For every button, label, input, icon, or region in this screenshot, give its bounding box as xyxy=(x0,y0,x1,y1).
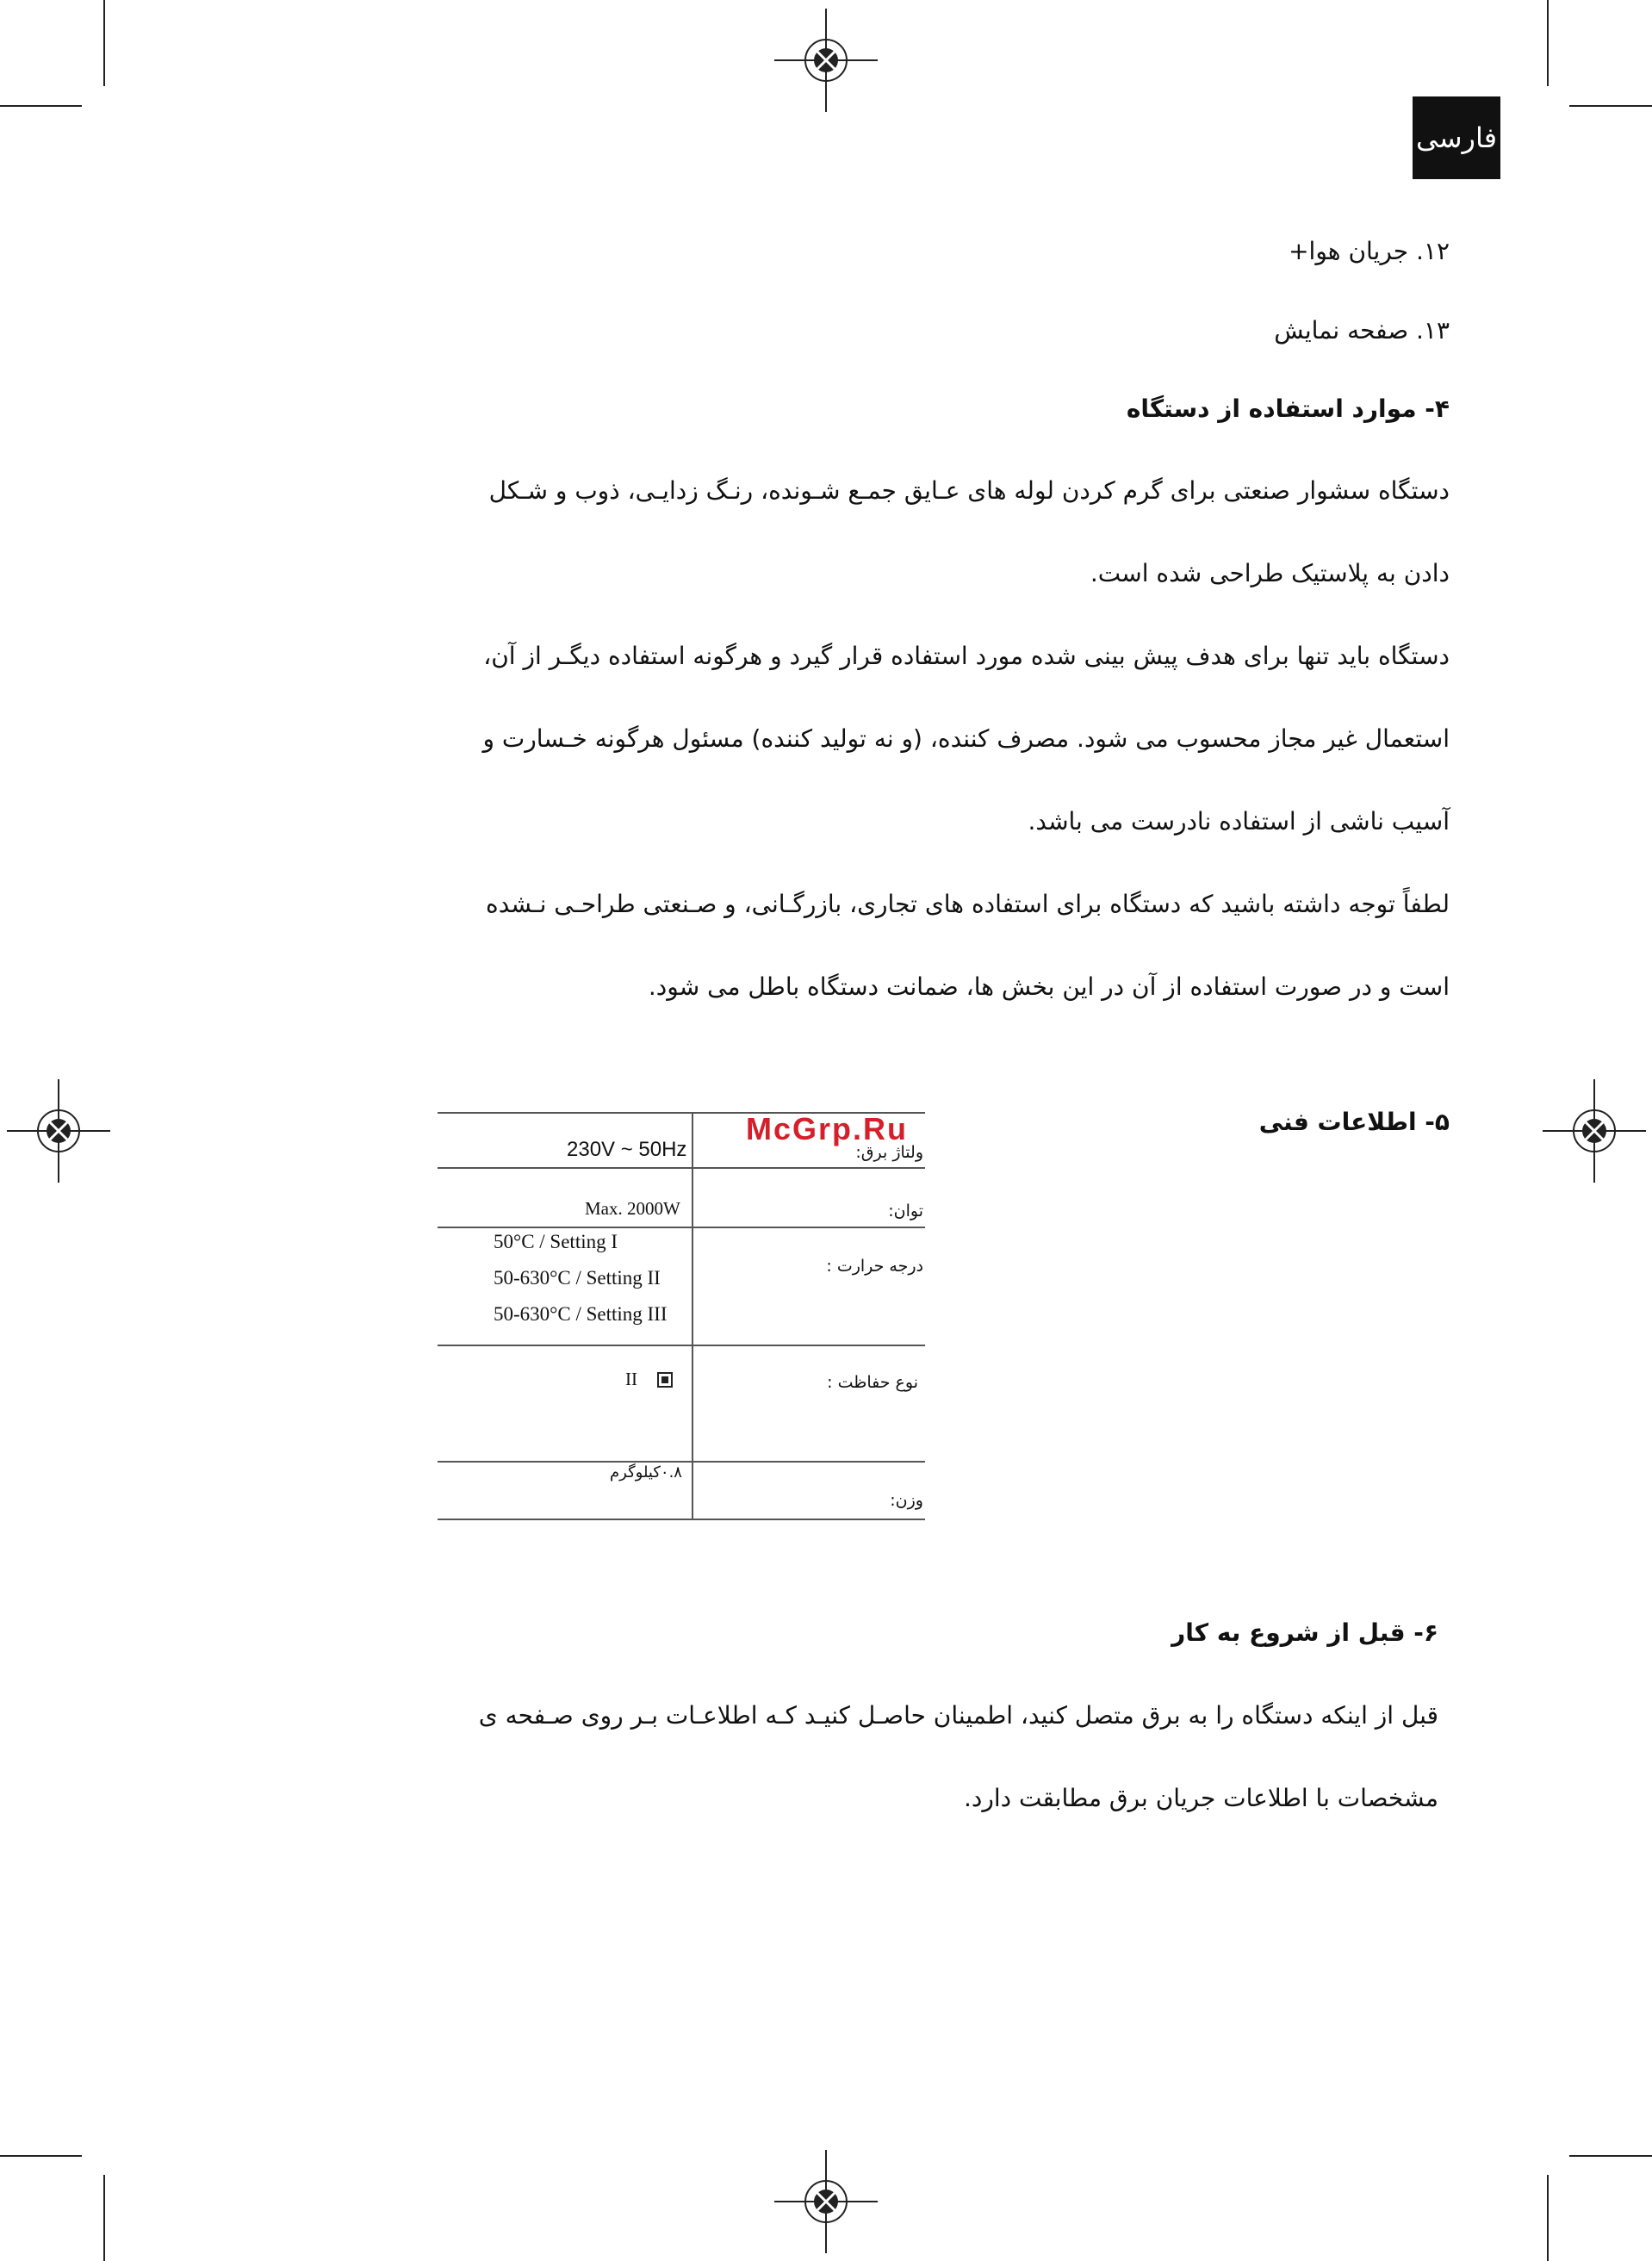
registration-mark-icon xyxy=(7,1079,110,1183)
protection-label: نوع حفاظت : xyxy=(827,1373,918,1392)
double-insulation-icon xyxy=(657,1372,673,1388)
weight-value: ۰.۸کیلوگرم xyxy=(610,1463,682,1481)
spec-table xyxy=(438,1112,925,1520)
weight-label: وزن: xyxy=(890,1491,923,1510)
paragraph-line: آسیب ناشی از استفاده نادرست می باشد. xyxy=(1028,807,1450,835)
temperature-setting: 50°C / Setting I xyxy=(494,1231,618,1252)
list-item: ۱۲. جریان هوا+ xyxy=(1289,237,1450,265)
temperature-label: درجه حرارت : xyxy=(826,1257,923,1276)
registration-mark-icon xyxy=(1543,1079,1646,1183)
paragraph-line: است و در صورت استفاده از آن در این بخش ها، ضمانت دستگاه باطل می شود. xyxy=(648,972,1450,1001)
registration-mark-icon xyxy=(774,2150,878,2253)
temperature-setting: 50-630°C / Setting II xyxy=(494,1267,661,1289)
table-rule xyxy=(438,1461,925,1463)
power-value: Max. 2000W xyxy=(585,1198,680,1219)
table-rule xyxy=(438,1345,925,1346)
crop-mark xyxy=(1547,0,1549,86)
table-divider xyxy=(692,1112,693,1520)
table-rule xyxy=(438,1519,925,1520)
paragraph-line: قبل از اینکه دستگاه را به برق متصل کنید، اطمینان حاصـل کنیـد کـه اطلاعـات بـر روی صـفحه ی xyxy=(478,1701,1438,1730)
paragraph-line: دستگاه سشوار صنعتی برای گرم کردن لوله های عـایق جمـع شـونده، رنـگ زدایـی، ذوب و شـکل xyxy=(488,476,1450,505)
crop-mark xyxy=(103,2175,105,2261)
voltage-label: ولتاژ برق: xyxy=(855,1143,923,1162)
power-label: توان: xyxy=(888,1202,923,1221)
crop-mark xyxy=(1569,105,1652,107)
paragraph-line: لطفاً توجه داشته باشید که دستگاه برای استفاده های تجاری، بازرگـانی، و صـنعتی طراحـی نـشده xyxy=(486,890,1450,918)
crop-mark xyxy=(103,0,105,86)
list-item: ۱۳. صفحه نمایش xyxy=(1274,316,1450,345)
crop-mark xyxy=(1569,2155,1652,2157)
temperature-setting: 50-630°C / Setting III xyxy=(494,1303,668,1325)
protection-value: II xyxy=(625,1369,637,1389)
crop-mark xyxy=(0,105,82,107)
table-rule xyxy=(438,1167,925,1169)
paragraph-line: دستگاه باید تنها برای هدف پیش بینی شده مورد استفاده قرار گیرد و هرگونه استفاده دیگـر از آن، xyxy=(483,642,1450,670)
crop-mark xyxy=(1547,2175,1549,2261)
paragraph-line: مشخصات با اطلاعات جریان برق مطابقت دارد. xyxy=(963,1784,1438,1812)
language-tab: فارسی xyxy=(1413,96,1500,179)
voltage-value: 230V ~ 50Hz xyxy=(567,1138,687,1161)
table-rule xyxy=(438,1227,925,1228)
section-heading: ۴- موارد استفاده از دستگاه xyxy=(1126,394,1450,423)
paragraph-line: استعمال غیر مجاز محسوب می شود. مصرف کننده، (و نه تولید کننده) مسئول هرگونه خـسارت و xyxy=(482,724,1450,753)
registration-mark-icon xyxy=(774,9,878,112)
section-heading: ۶- قبل از شروع به کار xyxy=(1171,1618,1438,1647)
watermark: McGrp.Ru xyxy=(746,1111,909,1146)
crop-mark xyxy=(0,2155,82,2157)
section-heading: ۵- اطلاعات فنی xyxy=(1258,1108,1450,1136)
paragraph-line: دادن به پلاستیک طراحی شده است. xyxy=(1090,559,1450,587)
